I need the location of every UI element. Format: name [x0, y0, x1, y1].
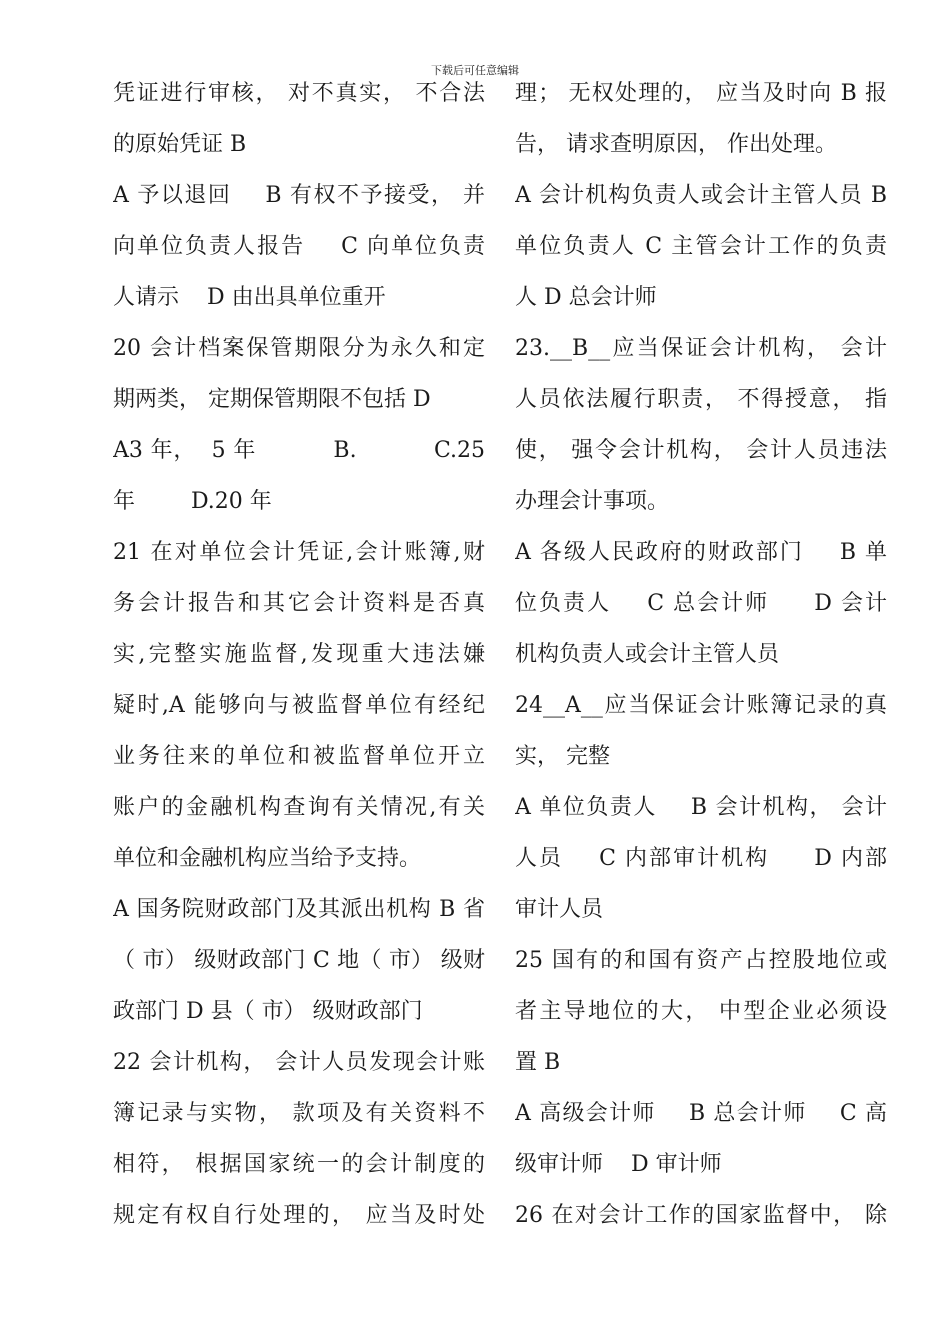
left-text-line: A 予以退回 B 有权不予接受， 并 — [113, 183, 485, 208]
right-text-line: 使， 强令会计机构， 会计人员违法 — [515, 438, 887, 463]
left-text-line: A 国务院财政部门及其派出机构 B 省 — [113, 897, 485, 922]
right-text-line: 置 B — [515, 1050, 561, 1075]
page-header: 下载后可任意编辑 — [431, 64, 519, 77]
right-text-line: 实， 完整 — [515, 744, 610, 769]
left-text-line: 22 会计机构， 会计人员发现会计账 — [113, 1050, 485, 1075]
left-text-line: 实,完整实施监督,发现重大违法嫌 — [113, 642, 485, 667]
left-text-line: 20 会计档案保管期限分为永久和定 — [113, 336, 485, 361]
left-text-line: 账户的金融机构查询有关情况,有关 — [113, 795, 485, 820]
right-text-line: A 单位负责人 B 会计机构， 会计 — [515, 795, 887, 820]
left-text-line: 人请示 D 由出具单位重开 — [113, 285, 386, 310]
left-text-line: 规定有权自行处理的， 应当及时处 — [113, 1203, 485, 1228]
right-text-line: 理； 无权处理的， 应当及时向 B 报 — [515, 81, 887, 106]
right-text-line: 人员 C 内部审计机构 D 内部 — [515, 846, 887, 871]
left-text-line: A3 年， 5 年 B. C.25 — [113, 438, 485, 463]
right-column — [515, 68, 887, 1241]
left-text-line: 疑时,A 能够向与被监督单位有经纪 — [113, 693, 485, 718]
right-text-line: 人员依法履行职责， 不得授意， 指 — [515, 387, 887, 412]
right-text-line: 26 在对会计工作的国家监督中， 除 — [515, 1203, 887, 1228]
right-text-line: 级审计师 D 审计师 — [515, 1152, 722, 1177]
left-text-line: 相符， 根据国家统一的会计制度的 — [113, 1152, 485, 1177]
right-text-line: 者主导地位的大， 中型企业必须设 — [515, 999, 887, 1024]
right-text-line: 25 国有的和国有资产占控股地位或 — [515, 948, 887, 973]
left-text-line: 年 D.20 年 — [113, 489, 272, 514]
left-text-line: （ 市） 级财政部门 C 地（ 市） 级财 — [113, 948, 485, 973]
left-text-line: 期两类， 定期保管期限不包括 D — [113, 387, 431, 412]
right-text-line: 24__A__应当保证会计账簿记录的真 — [515, 693, 887, 718]
right-text-line: 人 D 总会计师 — [515, 285, 657, 310]
right-text-line: 告， 请求查明原因， 作出处理。 — [515, 132, 837, 157]
right-text-line: 位负责人 C 总会计师 D 会计 — [515, 591, 887, 616]
right-text-line: 办理会计事项。 — [515, 489, 670, 514]
left-column — [113, 68, 485, 1241]
right-text-line: A 各级人民政府的财政部门 B 单 — [515, 540, 887, 565]
left-text-line: 务会计报告和其它会计资料是否真 — [113, 591, 485, 616]
left-text-line: 单位和金融机构应当给予支持。 — [113, 846, 422, 871]
right-text-line: 机构负责人或会计主管人员 — [515, 642, 780, 667]
right-text-line: A 高级会计师 B 总会计师 C 高 — [515, 1101, 887, 1126]
left-text-line: 凭证进行审核， 对不真实， 不合法 — [113, 81, 485, 106]
right-text-line: 23.__B__应当保证会计机构， 会计 — [515, 336, 887, 361]
left-text-line: 业务往来的单位和被监督单位开立 — [113, 744, 485, 769]
left-text-line: 政部门 D 县（ 市） 级财政部门 — [113, 999, 423, 1024]
right-text-line: 单位负责人 C 主管会计工作的负责 — [515, 234, 887, 259]
left-text-line: 的原始凭证 B — [113, 132, 247, 157]
left-text-line: 向单位负责人报告 C 向单位负责 — [113, 234, 485, 259]
left-text-line: 21 在对单位会计凭证,会计账簿,财 — [113, 540, 485, 565]
right-text-line: A 会计机构负责人或会计主管人员 B — [515, 183, 887, 208]
left-text-line: 簿记录与实物， 款项及有关资料不 — [113, 1101, 485, 1126]
right-text-line: 审计人员 — [515, 897, 604, 922]
